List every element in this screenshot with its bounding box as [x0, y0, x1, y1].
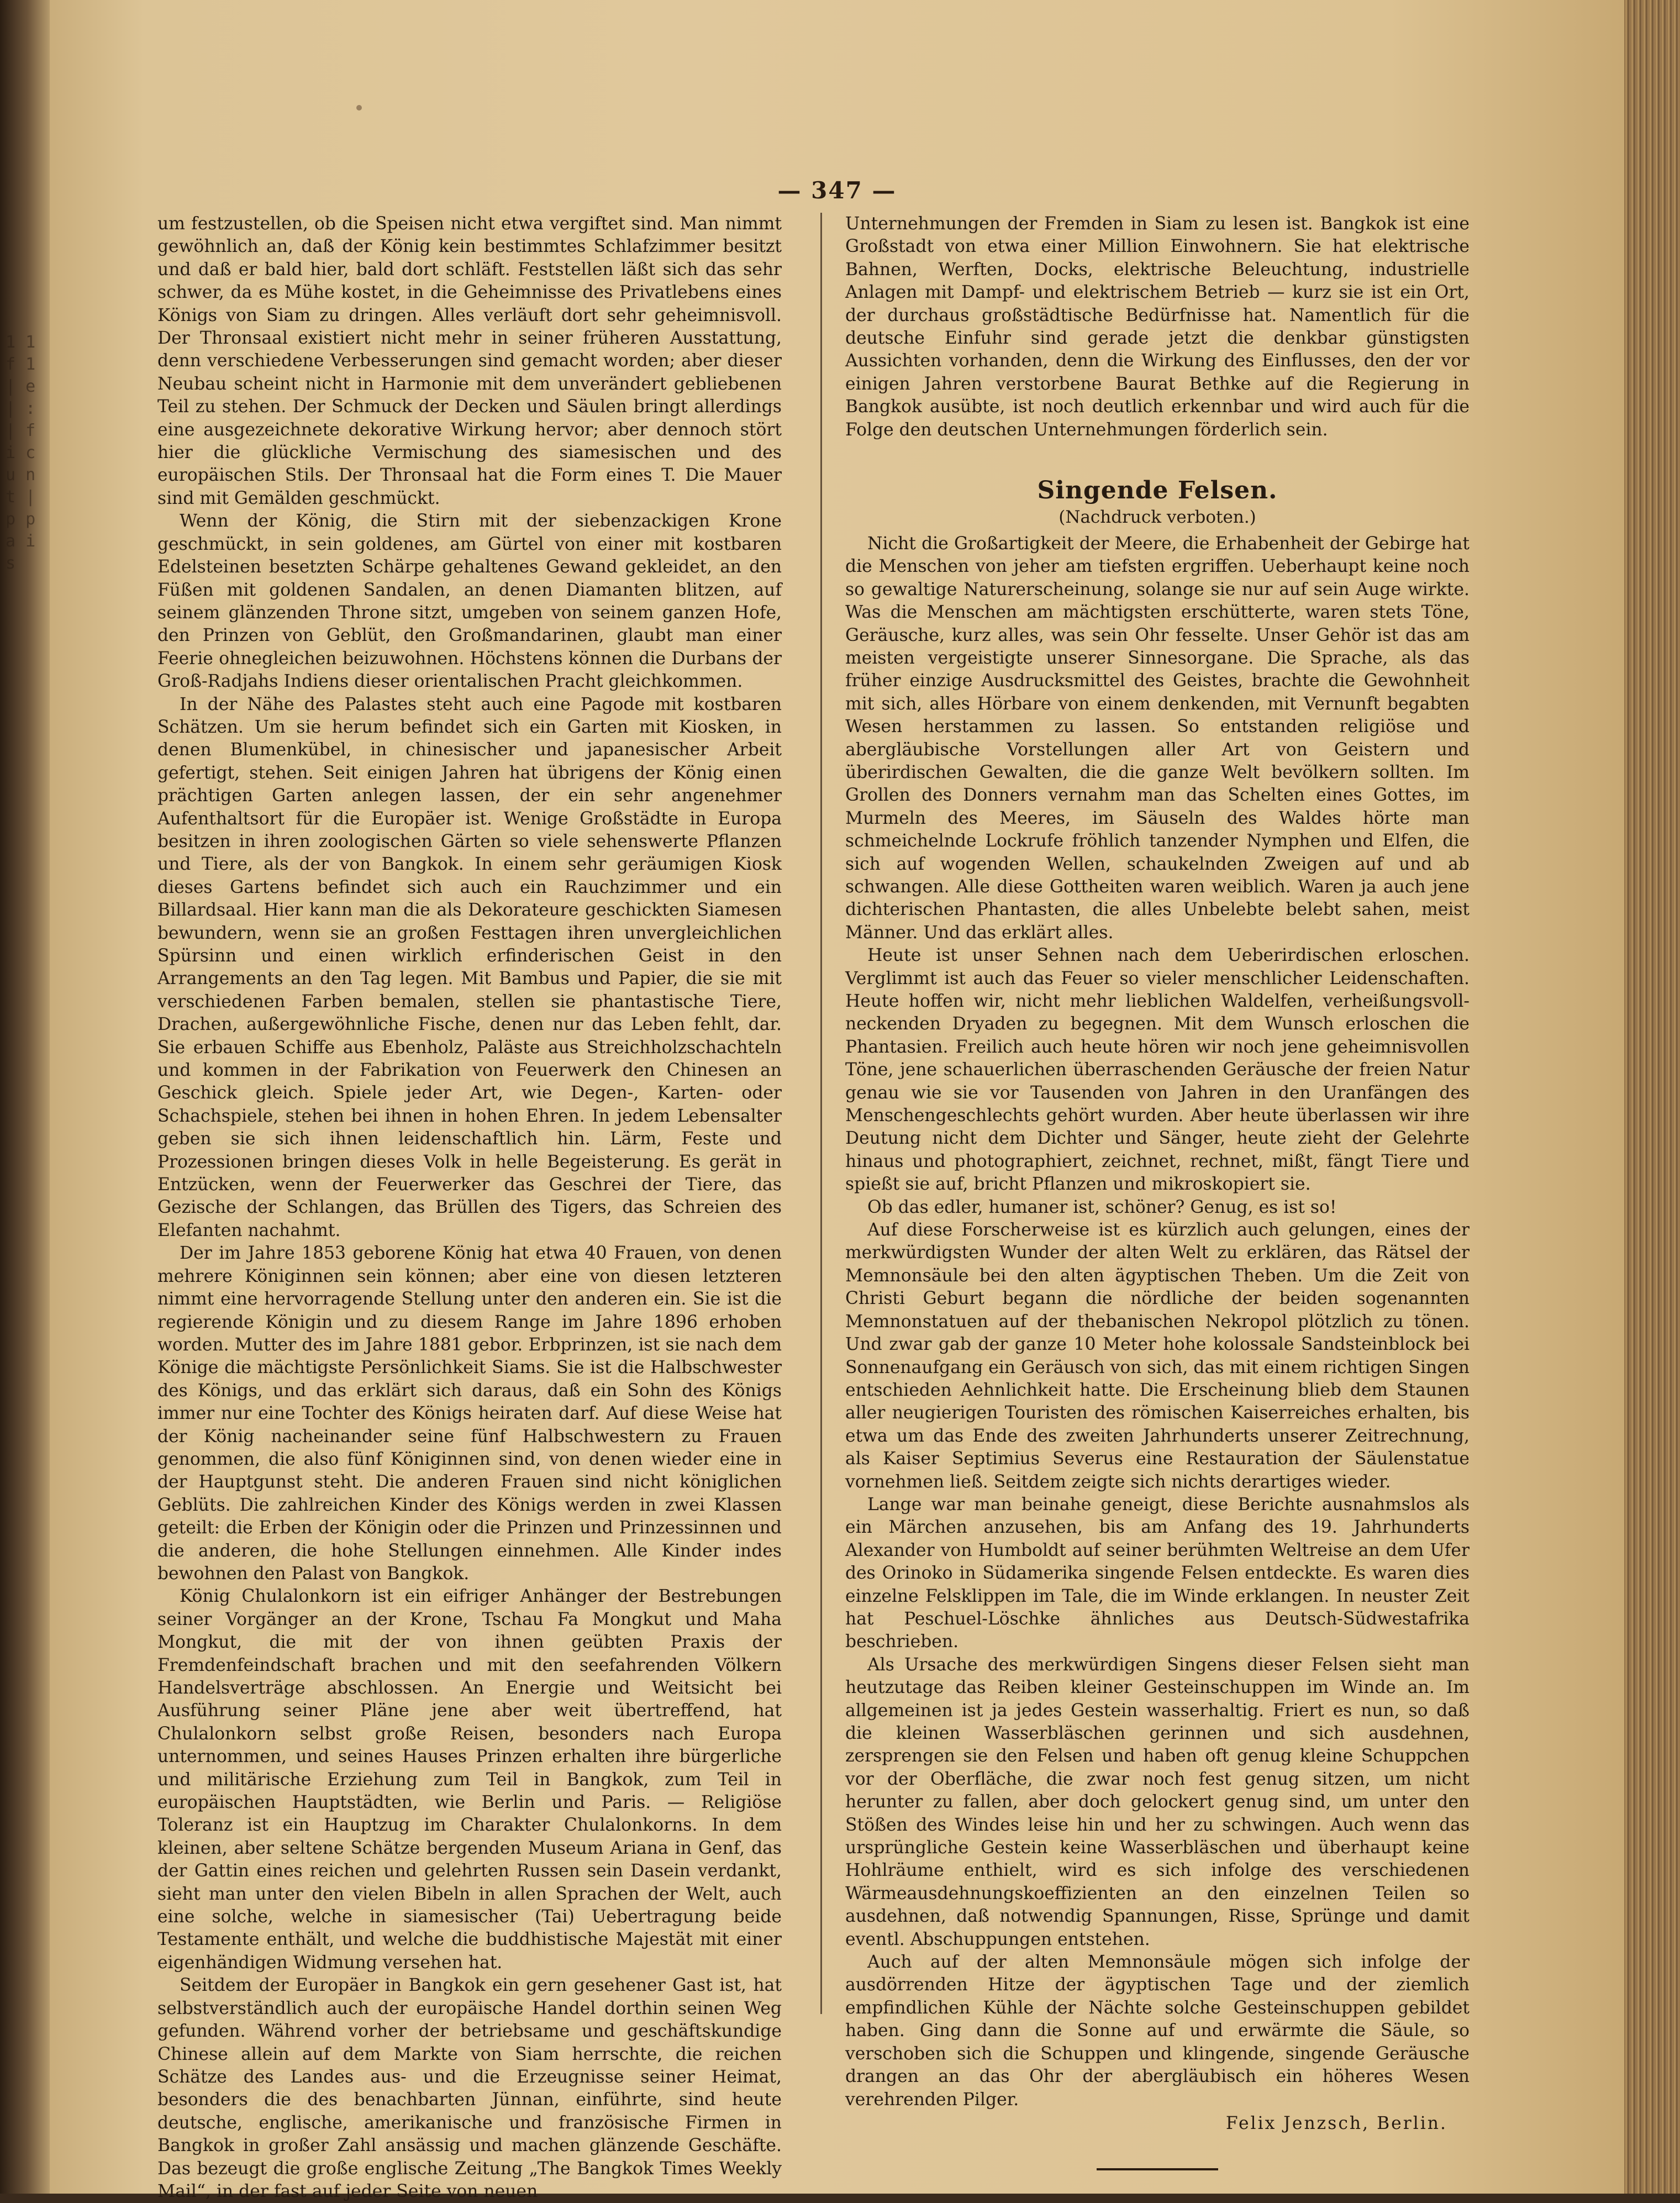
left-paragraph: Wenn der König, die Stirn mit der siebenzackigen Krone geschmückt, in sein goldenes, am Gürtel von einer mit kostbaren Edelsteinen besetzten Schärpe gehaltenes Gewand gekleidet, an den Füßen mit goldenen Sandalen, an denen Diamanten blitzen, auf seinem glänzenden Throne sitzt, umgeben von seinem ganzen Hofe, den Prinzen von Geblüt, den Großmandarinen, glaubt man einer Feerie ohnegleichen beizuwohnen. Höchstens können die Durbans der Groß-Radjahs Indiens dieser orientalischen Pracht gleichkommen. — [157, 511, 782, 692]
left-paragraph: König Chulalonkorn ist ein eifriger Anhänger der Bestrebungen seiner Vorgänger an der Krone, Tschau Fa Mongkut und Maha Mongkut, die mit der von ihnen geübten Praxis der Fremdenfeindschaft brachen und mit den seefahrenden Völkern Handelsverträge abschlossen. An Energie und Weitsicht bei Ausführung seiner Pläne jene aber weit übertreffend, hat Chulalonkorn selbst große Reisen, besonders nach Europa unternommen, und seines Hauses Prinzen erhalten ihre bürgerliche und militärische Erziehung zum Teil in Bangkok, zum Teil in europäischen Hauptstädten, wie Berlin und Paris. — Religiöse Toleranz ist ein Hauptzug im Charakter Chulalonkorns. In dem kleinen, aber seltene Schätze bergenden Museum Ariana in Genf, das der Gattin eines reichen und gelehrten Russen sein Dasein verdankt, sieht man unter den vielen Bibeln in allen Sprachen der Welt, auch eine solche, welche in siamesischer (Tai) Uebertragung beide Testamente enthält, und welche die buddhistische Majestät mit einer eigenhändigen Widmung versehen hat. — [157, 1586, 782, 1973]
article-subtitle: (Nachdruck verboten.) — [1058, 507, 1256, 528]
article-paragraph: Heute ist unser Sehnen nach dem Ueberirdischen erloschen. Verglimmt ist auch das Feuer so vieler menschlicher Leidenschaften. Heute hoffen wir, nicht mehr lieblichen Waldelfen, verheißungsvoll-neckenden Dryaden zu begegnen. Mit dem Wunsch erloschen die Phantasien. Freilich auch heute hören wir noch jene geheimnisvollen Töne, jene schauerlichen überraschenden Geräusche der freien Natur genau wie sie vor Tausenden von Jahren in den Uranfängen des Menschengeschlechts gehört wurden. Aber heute überlassen wir ihre Deutung nicht dem Dichter und Sänger, heute zieht der Gelehrte hinaus und photographiert, zeichnet, rechnet, mißt, fängt Tiere und spießt sie auf, bricht Pflanzen und mikroskopiert sie. — [845, 945, 1470, 1195]
article-paragraph: Nicht die Großartigkeit der Meere, die Erhabenheit der Gebirge hat die Menschen von jeher am tiefsten ergriffen. Ueberhaupt keine noch so gewaltige Naturerscheinung, solange sie nur auf sein Auge wirkte. Was die Menschen am mächtigsten erschütterte, waren stets Töne, Geräusche, kurz alles, was sein Ohr fesselte. Unser Gehör ist das am meisten vergeistigte unserer Sinnesorgane. Die Sprache, als das früher einzige Ausdrucksmittel des Geistes, brachte die Gewohnheit mit sich, alles Hörbare von einem denkenden, mit Vernunft begabten Wesen herstammen zu lassen. So entstanden religiöse und abergläubische Vorstellungen aller Art von Geistern und überirdischen Gewalten, die die ganze Welt bevölkern sollten. Im Grollen des Donners vernahm man das Schelten eines Gottes, im Murmeln des Meeres, im Säuseln des Waldes hörte man schmeichelnde Lockrufe fröhlich tanzender Nymphen und Elfen, die sich auf wogenden Wellen, schaukelnden Zweigen auf und ab schwangen. Alle diese Gottheiten waren weiblich. Waren ja auch jene dichterischen Phantasten, die alles Unbelebte belebt sahen, meist Männer. Und das erklärt alles. — [845, 533, 1470, 943]
continued-paragraph: Unternehmungen der Fremden in Siam zu lesen ist. Bangkok ist eine Großstadt von etwa einer Million Einwohnern. Sie hat elektrische Bahnen, Werften, Docks, elektrische Beleuchtung, industrielle Anlagen mit Dampf- und elektrischem Betrieb — kurz sie ist ein Ort, der durchaus großstädtische Bedürfnisse hat. Namentlich für die deutsche Einfuhr sind gerade jetzt die denkbar günstigsten Aussichten vorhanden, denn die Wirkung des Einflusses, den der vor einigen Jahren verstorbene Baurat Bethke auf die Regierung in Bangkok ausübte, ist noch deutlich erkennbar und wird auch für die Folge den deutschen Unternehmungen förderlich sein. — [845, 214, 1470, 440]
left-paragraph: In der Nähe des Palastes steht auch eine Pagode mit kostbaren Schätzen. Um sie herum befindet sich ein Garten mit Kiosken, in denen Blumenkübel, in chinesischer und japanesischer Arbeit gefertigt, stehen. Seit einigen Jahren hat übrigens der König einen prächtigen Garten anlegen lassen, der ein sehr angenehmer Aufenthaltsort für die Europäer ist. Wenige Großstädte in Europa besitzen in ihren zoologischen Gärten so viele sehenswerte Pflanzen und Tiere, als der von Bangkok. In einem sehr geräumigen Kiosk dieses Gartens befindet sich auch ein Rauchzimmer und ein Billardsaal. Hier kann man die als Dekorateure geschickten Siamesen bewundern, wenn sie an großen Festtagen ihren unvergleichlichen Spürsinn und einen wirklich erfinderischen Geist in den Arrangements an den Tag legen. Mit Bambus und Papier, die sie mit verschiedenen Farben bemalen, stellen sie phantastische Tiere, Drachen, außergewöhnliche Fische, denen nur das Leben fehlt, dar. Sie erbauen Schiffe aus Ebenholz, Paläste aus Streichholzschachteln und kommen in der Fabrikation von Feuerwerk den Chinesen an Geschick gleich. Spiele jeder Art, wie Degen-, Karten- oder Schachspiele, stehen bei ihnen in hohen Ehren. In jedem Lebensalter geben sie sich ihnen leidenschaftlich hin. Lärm, Feste und Prozessionen bringen dieses Volk in helle Begeisterung. Es gerät in Entzücken, wenn der Feuerwerker das Geschrei der Tiere, das Gezische der Schlangen, das Brüllen des Tigers, das Schreien des Elefanten nachahmt. — [157, 694, 782, 1240]
right-column — [845, 213, 1470, 2170]
left-paragraph: Seitdem der Europäer in Bangkok ein gern gesehener Gast ist, hat selbstverständlich auch der europäische Handel dorthin seinen Weg gefunden. Während vorher der betriebsame und geschäftskundige Chinese allein auf dem Markte von Siam herrschte, die reichen Schätze des Landes aus- und die Erzeugnisse seiner Heimat, besonders die des benachbarten Jünnan, einführte, sind heute deutsche, englische, amerikanische und französische Firmen in Bangkok in großer Zahl ansässig und machen glänzende Geschäfte. Das bezeugt die große englische Zeitung „The Bangkok Times Weekly Mail“, in der fast auf jeder Seite von neuen — [157, 1975, 782, 2201]
left-paragraph: Der im Jahre 1853 geborene König hat etwa 40 Frauen, von denen mehrere Königinnen sein können; aber eine von diesen letzteren nimmt eine hervorragende Stellung unter den anderen ein. Sie ist die regierende Königin und zu diesem Range im Jahre 1896 erhoben worden. Mutter des im Jahre 1881 gebor. Erbprinzen, ist sie nach dem Könige die mächtigste Persönlichkeit Siams. Sie ist die Halbschwester des Königs, und das erklärt sich daraus, daß ein Sohn des Königs immer nur eine Tochter des Königs heiraten darf. Auf diese Weise hat der König nacheinander seine fünf Halbschwestern zu Frauen genommen, die also fünf Königinnen sind, von denen wieder eine in der Hauptgunst steht. Die anderen Frauen sind nicht königlichen Geblüts. Die zahlreichen Kinder des Königs werden in zwei Klassen geteilt: die Erben der Königin oder die Prinzen und Prinzessinnen und die anderen, die hohe Stellungen einnehmen. Alle Kinder indes bewohnen den Palast von Bangkok. — [157, 1243, 782, 1584]
newspaper-page — [50, 0, 1624, 2201]
end-rule — [1097, 2168, 1218, 2170]
article-paragraph: Ob das edler, humaner ist, schöner? Genug, es ist so! — [867, 1197, 1337, 1217]
column-divider — [820, 213, 822, 2014]
article-paragraph: Auf diese Forscherweise ist es kürzlich auch gelungen, eines der merkwürdigsten Wunder der alten Welt zu erklären, das Rätsel der Memnonsäule bei den alten ägyptischen Theben. Um die Zeit von Christi Geburt begann die nördliche der beiden sogenannten Memnonstatuen auf der thebanischen Nekropol plötzlich zu tönen. Und zwar gab der ganze 10 Meter hohe kolossale Sandsteinblock bei Sonnenaufgang ein Geräusch von sich, das mit einem richtigen Singen entschieden Aehnlichkeit hatte. Die Erscheinung blieb dem Staunen aller neugierigen Touristen des römischen Kaiserreiches erhalten, bis etwa um das Ende des zweiten Jahrhunderts unserer Zeitrechnung, als Kaiser Septimius Severus eine Restauration der Säulenstatue vornehmen ließ. Seitdem zeigte sich nichts derartiges wieder. — [845, 1220, 1470, 1492]
article-paragraph: Als Ursache des merkwürdigen Singens dieser Felsen sieht man heutzutage das Reiben kleiner Gesteinschuppen im Winde an. Im allgemeinen ist ja jedes Gestein wasserhaltig. Friert es nun, so daß die kleinen Wasserbläschen gerinnen und sich ausdehnen, zersprengen sie den Felsen und haben oft genug kleine Schuppchen vor der Oberfläche, die zwar noch fest genug sitzen, um nicht herunter zu fallen, aber doch gelockert genug sind, um unter den Stößen des Windes leise hin und her zu schwingen. Auch wenn das ursprüngliche Gestein keine Wasserbläschen und überhaupt keine Hohlräume enthielt, wird es sich infolge des verschiedenen Wärmeausdehnungskoeffizienten an den einzelnen Teilen so ausdehnen, daß notwendig Spannungen, Risse, Sprünge und damit eventl. Abschuppungen entstehen. — [845, 1654, 1470, 1949]
left-margin-fragment: 1 1 f 1 | e | : | f i c u n t | p p a i s — [6, 333, 36, 573]
author-signature: Felix Jenzsch, Berlin. — [1225, 2113, 1447, 2133]
page-number: — 347 — — [777, 177, 897, 204]
left-column — [157, 213, 782, 2203]
article-title: Singende Felsen. — [1037, 476, 1278, 505]
ink-spot — [356, 105, 362, 111]
book-page-edges — [1624, 0, 1680, 2194]
article-paragraph: Lange war man beinahe geneigt, diese Berichte ausnahmslos als ein Märchen anzusehen, bis am Anfang des 19. Jahrhunderts Alexander von Humboldt auf seiner berühmten Weltreise an dem Ufer des Orinoko in Südamerika singende Felsen entdeckte. Es waren dies einzelne Felsklippen im Tale, die im Winde erklangen. In neuster Zeit hat Peschuel-Löschke ähnliches aus Deutsch-Südwestafrika beschrieben. — [845, 1494, 1470, 1652]
scan-background-left — [0, 0, 50, 2194]
left-paragraph: um festzustellen, ob die Speisen nicht etwa vergiftet sind. Man nimmt gewöhnlich an, daß der König kein bestimmtes Schlafzimmer besitzt und daß er bald hier, bald dort schläft. Feststellen läßt sich das sehr schwer, da es Mühe kostet, in die Geheimnisse des Privatlebens eines Königs von Siam zu dringen. Alles verläuft dort sehr geheimnisvoll. Der Thronsaal existiert nicht mehr in seiner früheren Ausstattung, denn verschiedene Verbesserungen sind gemacht worden; aber dieser Neubau scheint nicht in Harmonie mit dem unverändert gebliebenen Teil zu stehen. Der Schmuck der Decken und Säulen bringt allerdings eine ausgezeichnete dekorative Wirkung hervor; aber dennoch stört hier die glückliche Vermischung des siamesischen und des europäischen Stils. Der Thronsaal hat die Form eines T. Die Mauer sind mit Gemälden geschmückt. — [157, 214, 782, 508]
article-paragraph: Auch auf der alten Memnonsäule mögen sich infolge der ausdörrenden Hitze der ägyptischen Tage und der ziemlich empfindlichen Kühle der Nächte solche Gesteinschuppen gebildet haben. Ging dann die Sonne auf und erwärmte die Säule, so verschoben sich die Schuppen und klingende, singende Geräusche drangen an das Ohr der abergläubisch ein höheres Wesen verehrenden Pilger. — [845, 1952, 1470, 2110]
